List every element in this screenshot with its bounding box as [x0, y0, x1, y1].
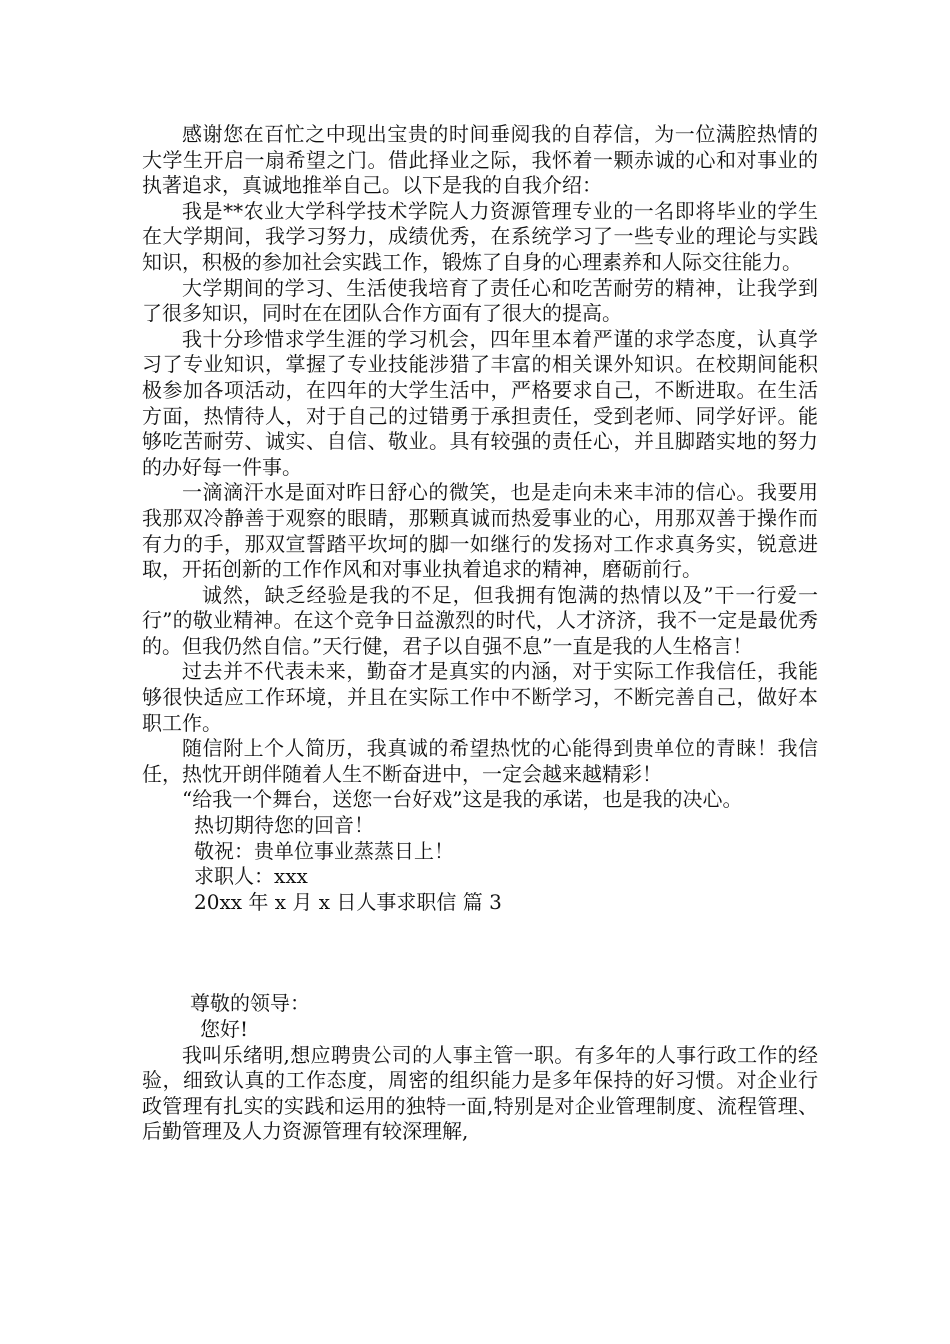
body-paragraph: 我十分珍惜求学生涯的学习机会，四年里本着严谨的求学态度，认真学习了专业知识，掌握了专业技能涉猎了丰富的相关课外知识。在校期间能积极参加各项活动，在四年的大学生活中，严格要求自己，不断进取。在生活方面，热情待人，对于自己的过错勇于承担责任，受到老师、同学好评。能够吃苦耐劳、诚实、自信、敬业。具有较强的责任心，并且脚踏实地的努力的办好每一件事。: [142, 326, 818, 479]
body-paragraph: 诚然，缺乏经验是我的不足，但我拥有饱满的热情以及”干一行爱一行”的敬业精神。在这个竞争日益激烈的时代，人才济济，我不一定是最优秀的。但我仍然自信。”天行健，君子以自强不息”一直是我的人生格言！: [142, 582, 818, 658]
closing-line: 热切期待您的回音！: [194, 813, 374, 838]
date-and-heading-line: 20xx 年 x 月 x 日人事求职信 篇 3: [194, 889, 502, 914]
signature-line: 求职人：xxx: [194, 864, 308, 889]
document-page: [142, 122, 818, 1145]
body-paragraph: 大学期间的学习、生活使我培育了责任心和吃苦耐劳的精神，让我学到了很多知识，同时在在团队合作方面有了很大的提高。: [142, 275, 818, 326]
body-paragraph: 我叫乐绪明,想应聘贵公司的人事主管一职。有多年的人事行政工作的经验，细致认真的工作态度，周密的组织能力是多年保持的好习惯。对企业行政管理有扎实的实践和运用的独特一面,特别是对企业管理制度、流程管理、后勤管理及人力资源管理有较深理解,: [142, 1042, 818, 1144]
body-paragraph: 一滴滴汗水是面对昨日舒心的微笑，也是走向未来丰沛的信心。我要用我那双冷静善于观察的眼睛，那颗真诚而热爱事业的心，用那双善于操作而有力的手，那双宣誓踏平坎坷的脚一如继行的发扬对工作求真务实，锐意进取，开拓创新的工作作风和对事业执着追求的精神，磨砺前行。: [142, 480, 818, 582]
section-gap: [142, 915, 818, 991]
body-paragraph: 感谢您在百忙之中现出宝贵的时间垂阅我的自荐信，为一位满腔热情的大学生开启一扇希望之门。借此择业之际，我怀着一颗赤诚的心和对事业的执著追求，真诚地推举自己。以下是我的自我介绍：: [142, 122, 818, 198]
body-paragraph: 过去并不代表未来，勤奋才是真实的内涵，对于实际工作我信任，我能够很快适应工作环境，并且在实际工作中不断学习，不断完善自己，做好本职工作。: [142, 659, 818, 735]
salutation: 尊敬的领导：: [190, 991, 310, 1016]
body-paragraph: 我是**农业大学科学技术学院人力资源管理专业的一名即将毕业的学生在大学期间，我学习努力，成绩优秀，在系统学习了一些专业的理论与实践知识，积极的参加社会实践工作，锻炼了自身的心理素养和人际交往能力。: [142, 198, 818, 274]
closing-line: 敬祝：贵单位事业蒸蒸日上！: [194, 838, 454, 863]
body-paragraph: 随信附上个人简历，我真诚的希望热忱的心能得到贵单位的青睐！我信任，热忱开朗伴随着人生不断奋进中，一定会越来越精彩！: [142, 736, 818, 786]
body-paragraph: “给我一个舞台，送您一台好戏”这是我的承诺，也是我的决心。: [182, 787, 743, 812]
greeting: 您好!: [200, 1017, 249, 1041]
